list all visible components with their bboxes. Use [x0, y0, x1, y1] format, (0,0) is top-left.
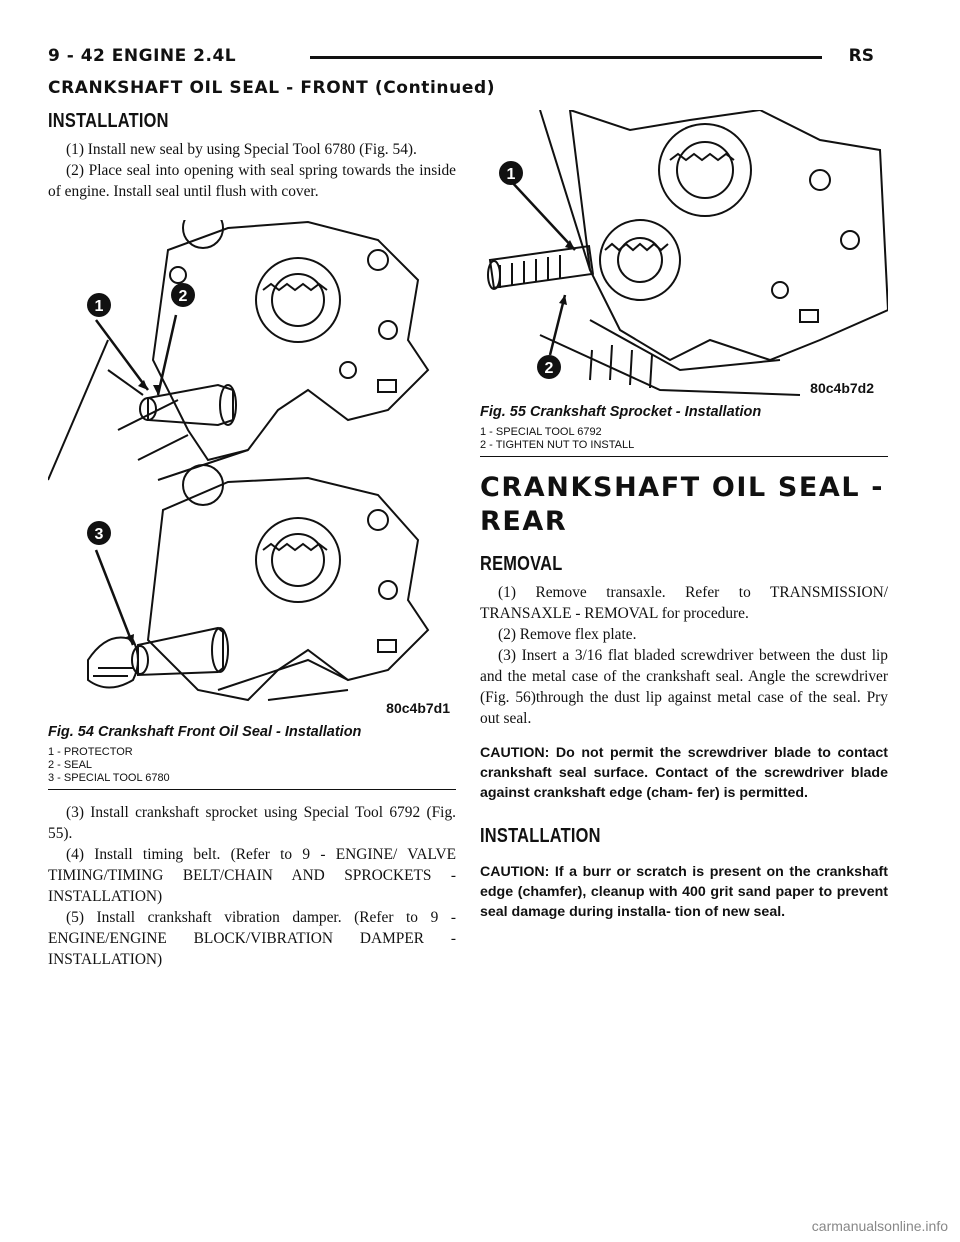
- header-section: 9 - 42 ENGINE 2.4L: [48, 46, 237, 66]
- legend-item: 2 - TIGHTEN NUT TO INSTALL: [480, 439, 635, 451]
- installation-heading: INSTALLATION: [48, 110, 169, 132]
- figure-54-illustration: [48, 220, 456, 720]
- installation-caution: CAUTION: If a burr or scratch is present on the crankshaft edge (chamfer), cleanup with 400 grit sand paper to prevent seal damage during installa- tion of new seal.: [480, 864, 888, 920]
- removal-step-1: (1) Remove transaxle. Refer to TRANSMISSION/ TRANSAXLE - REMOVAL for procedure.: [480, 584, 888, 622]
- header-code: RS: [848, 46, 874, 66]
- legend-item: 1 - PROTECTOR: [48, 746, 133, 758]
- figure-55-code: 80c4b7d2: [810, 380, 874, 396]
- callout-3: [86, 520, 112, 546]
- install-steps-continued: [48, 802, 456, 970]
- legend-item: 2 - SEAL: [48, 759, 93, 771]
- svg-text:2: 2: [178, 288, 188, 305]
- site-watermark: carmanualsonline.info: [811, 1218, 948, 1234]
- removal-step-3: (3) Insert a 3/16 flat bladed screwdriver between the dust lip and the metal case of the crankshaft seal. Angle the screwdriver (Fig. 56)through the dust lip against metal case of the seal. Pry out seal.: [480, 647, 888, 727]
- callout-1: [498, 160, 524, 186]
- figure-55-legend: [480, 426, 888, 452]
- legend-item: 1 - SPECIAL TOOL 6792: [480, 426, 602, 438]
- svg-text:1: 1: [94, 298, 104, 315]
- figure-54-caption: Fig. 54 Crankshaft Front Oil Seal - Installation: [48, 724, 362, 740]
- install-step-2: (2) Place seal into opening with seal spring towards the inside of engine. Install seal until flush with cover.: [48, 162, 456, 200]
- removal-step-2: (2) Remove flex plate.: [498, 626, 637, 643]
- svg-text:1: 1: [506, 166, 516, 183]
- install-step-1: (1) Install new seal by using Special Tool 6780 (Fig. 54).: [66, 141, 417, 158]
- figure-55-caption: Fig. 55 Crankshaft Sprocket - Installation: [480, 404, 762, 420]
- rear-seal-title-line1: CRANKSHAFT OIL SEAL -: [480, 472, 885, 503]
- figure-54-code: 80c4b7d1: [386, 700, 450, 716]
- callout-2: [170, 282, 196, 308]
- rear-seal-title-line2: REAR: [480, 506, 568, 537]
- callout-1: [86, 292, 112, 318]
- install-step-3: (3) Install crankshaft sprocket using Special Tool 6792 (Fig. 55).: [48, 804, 456, 842]
- install-step-4: (4) Install timing belt. (Refer to 9 - ENGINE/ VALVE TIMING/TIMING BELT/CHAIN AND SPROCKETS - INSTALLATION): [48, 846, 456, 905]
- continued-title: CRANKSHAFT OIL SEAL - FRONT (Continued): [48, 78, 496, 98]
- figure-55-illustration: [480, 110, 888, 400]
- svg-text:2: 2: [544, 360, 554, 377]
- removal-caution: CAUTION: Do not permit the screwdriver blade to contact crankshaft seal surface. Contact of the screwdriver blade against crankshaft edge (cham- fer) is permitted.: [480, 745, 888, 801]
- figure-55-rule: [480, 456, 888, 457]
- rear-installation-heading: INSTALLATION: [480, 825, 601, 847]
- figure-54: [48, 220, 456, 790]
- callout-2: [536, 354, 562, 380]
- legend-item: 3 - SPECIAL TOOL 6780: [48, 772, 170, 784]
- svg-text:3: 3: [94, 526, 104, 543]
- removal-heading: REMOVAL: [480, 553, 563, 575]
- right-column: [480, 110, 888, 922]
- figure-54-legend: [48, 746, 456, 785]
- figure-54-rule: [48, 789, 456, 790]
- figure-55: [480, 110, 888, 457]
- header-rule: [310, 56, 822, 59]
- rear-section: [480, 471, 888, 922]
- page-header: [48, 46, 874, 72]
- left-column: [48, 110, 456, 970]
- install-step-5: (5) Install crankshaft vibration damper. (Refer to 9 - ENGINE/ENGINE BLOCK/VIBRATION DAMPER - INSTALLATION): [48, 909, 456, 968]
